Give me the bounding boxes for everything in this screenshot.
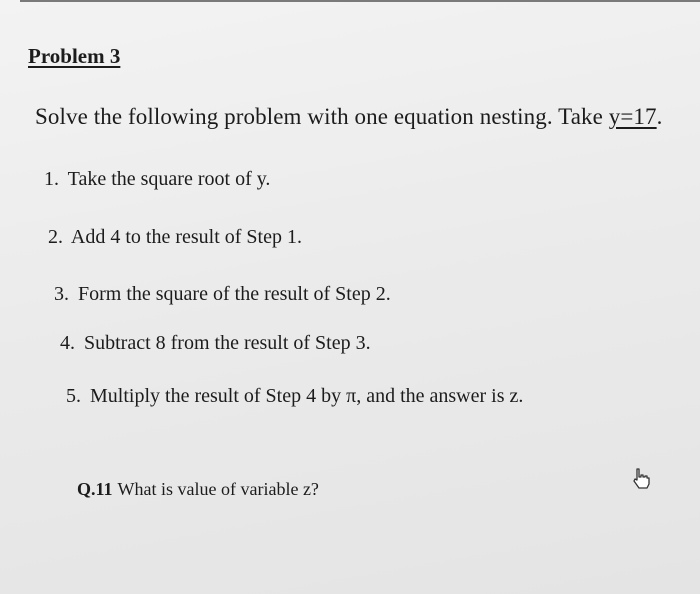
- step-number: 1.: [44, 168, 59, 190]
- top-divider: [20, 0, 700, 2]
- intro-period: .: [656, 104, 663, 129]
- step-text: Form the square of the result of Step 2.: [78, 283, 391, 305]
- step-number: 4.: [60, 332, 75, 354]
- step-3: [54, 283, 391, 306]
- step-number: 2.: [48, 226, 63, 248]
- step-2: [48, 226, 302, 249]
- question-number: Q.11: [77, 479, 113, 499]
- intro-text: Solve the following problem with one equation nesting. Take: [35, 104, 609, 129]
- step-1: [44, 168, 270, 191]
- step-number: 3.: [54, 283, 69, 305]
- question-prompt: [77, 479, 319, 500]
- step-text: Subtract 8 from the result of Step 3.: [84, 332, 371, 354]
- step-text: Take the square root of y.: [67, 168, 271, 190]
- step-number: 5.: [66, 385, 81, 407]
- step-text: Multiply the result of Step 4 by π, and the answer is z.: [90, 385, 524, 407]
- step-text: Add 4 to the result of Step 1.: [70, 226, 302, 248]
- problem-title: Problem 3: [28, 44, 121, 68]
- problem-intro: [35, 104, 663, 130]
- mouse-pointer-hand-icon: [628, 466, 654, 492]
- y-value: y=17: [608, 104, 657, 129]
- question-text: What is value of variable z?: [117, 479, 319, 499]
- step-4: [60, 332, 371, 355]
- step-5: [66, 385, 523, 408]
